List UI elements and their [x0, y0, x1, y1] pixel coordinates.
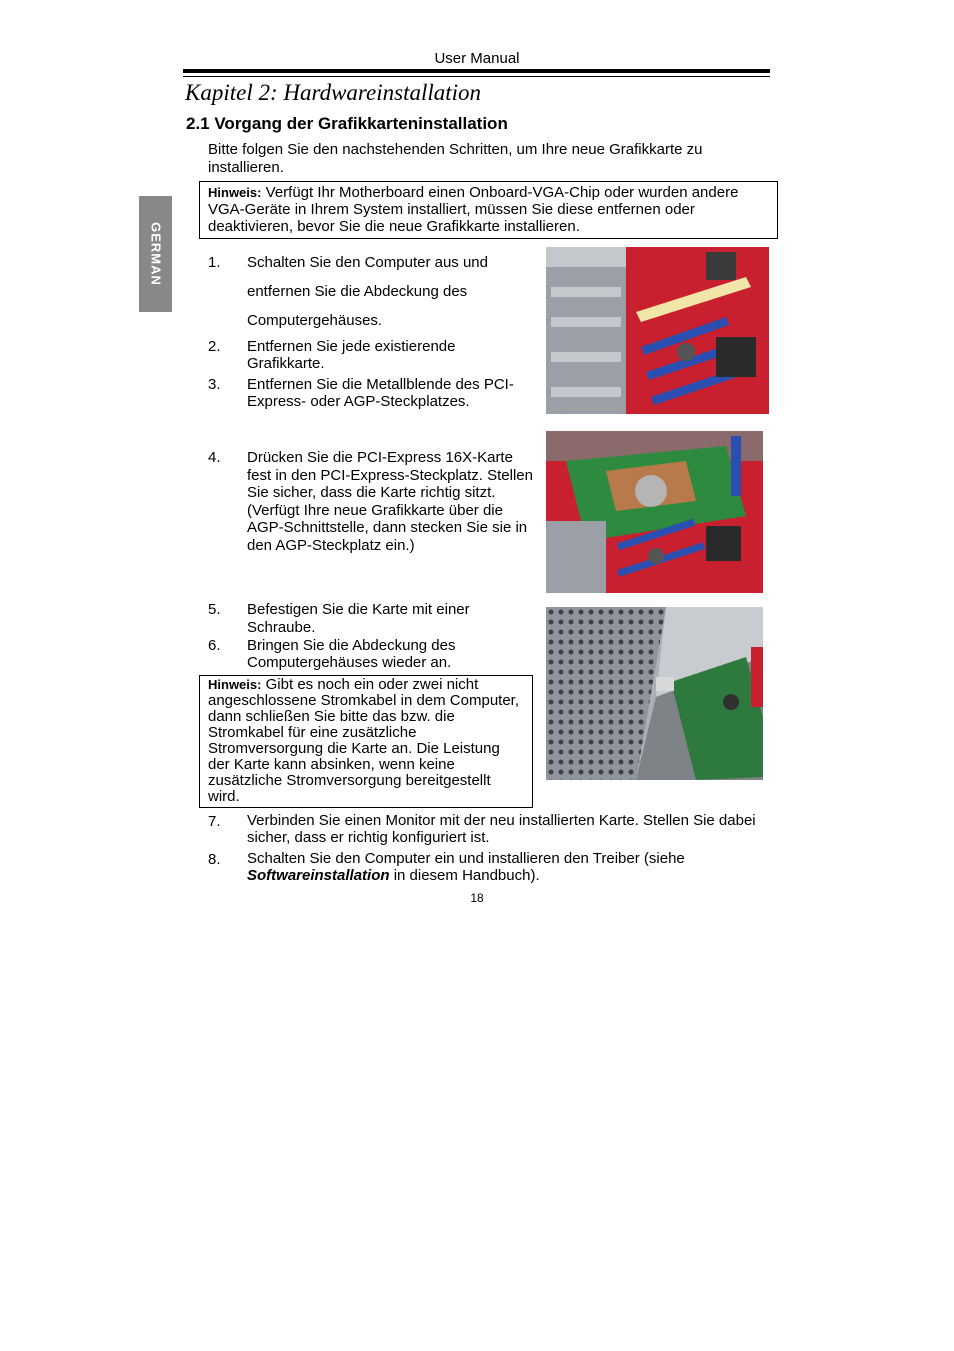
step-number: 2.	[208, 338, 221, 355]
step-text-part: in diesem Handbuch).	[389, 866, 540, 884]
header-title: User Manual	[434, 50, 520, 67]
step-text-line: Computergehäuses.	[247, 312, 383, 329]
step-number: 4.	[208, 449, 221, 466]
step-number: 3.	[208, 376, 221, 393]
step-text: Drücken Sie die PCI-Express 16X-Karte fest in den PCI-Express-Steckplatz. Stellen Sie sicher, dass die Karte richtig sitzt. (Verfügt Ihre neue Grafikkarte über die AGP-Schnittstelle, dann stecken Sie sie in den AGP-Steckplatz ein.)	[247, 449, 533, 554]
step-emphasis: Softwareinstallation	[247, 866, 390, 884]
step-text: Bringen Sie die Abdeckung des Computergehäuses wieder an.	[247, 637, 456, 671]
step-text-line: entfernen Sie die Abdeckung des	[247, 283, 468, 300]
note-box-power	[199, 675, 533, 808]
header-rule	[183, 69, 770, 73]
side-tab-label: GERMAN	[148, 222, 163, 286]
note-label: Hinweis:	[208, 677, 262, 692]
step-number: 6.	[208, 637, 221, 654]
card-installed-photo	[546, 431, 763, 593]
section-title: 2.1 Vorgang der Grafikkarteninstallation	[186, 114, 508, 133]
header-rule-thin	[183, 76, 770, 77]
intro-paragraph: Bitte folgen Sie den nachstehenden Schritten, um Ihre neue Grafikkarte zu installieren.	[208, 141, 703, 176]
note-text: Verfügt Ihr Motherboard einen Onboard-VGA-Chip oder wurden andere VGA-Geräte in Ihrem System installiert, müssen Sie diese entfernen oder deaktivieren, bevor Sie die neue Grafikkarte installieren.	[208, 184, 739, 235]
step-text	[247, 851, 747, 884]
note-label: Hinweis:	[208, 185, 262, 200]
card-screw-photo	[546, 607, 763, 780]
step-number: 1.	[208, 254, 221, 271]
language-side-tab	[139, 196, 172, 312]
note-box-vga	[199, 181, 778, 239]
motherboard-slots-photo	[546, 247, 769, 414]
step-text: Entfernen Sie jede existierende Grafikkarte.	[247, 338, 456, 372]
note-text: Gibt es noch ein oder zwei nicht angeschlossene Stromkabel in dem Computer, dann schließen Sie bitte das bzw. die Stromkabel für eine zusätzliche Stromversorgung die Karte an. Die Leistung der Karte kann absinken, wenn keine zusätzliche Stromversorgung bereitgestellt wird.	[208, 676, 520, 805]
step-number: 7.	[208, 813, 221, 830]
step-text: Entfernen Sie die Metallblende des PCI-Express- oder AGP-Steckplatzes.	[247, 376, 514, 410]
step-text: Verbinden Sie einen Monitor mit der neu installierten Karte. Stellen Sie dabei sicher, dass er richtig konfiguriert ist.	[247, 812, 756, 846]
step-text: Befestigen Sie die Karte mit einer Schraube.	[247, 601, 470, 636]
chapter-title: Kapitel 2: Hardwareinstallation	[185, 80, 482, 105]
step-number: 8.	[208, 851, 221, 868]
page-number: 18	[470, 891, 484, 905]
step-text-part: Schalten Sie den Computer ein und installieren den Treiber (siehe	[247, 850, 685, 867]
step-text-line: Schalten Sie den Computer aus und	[247, 254, 488, 271]
step-number: 5.	[208, 601, 221, 618]
